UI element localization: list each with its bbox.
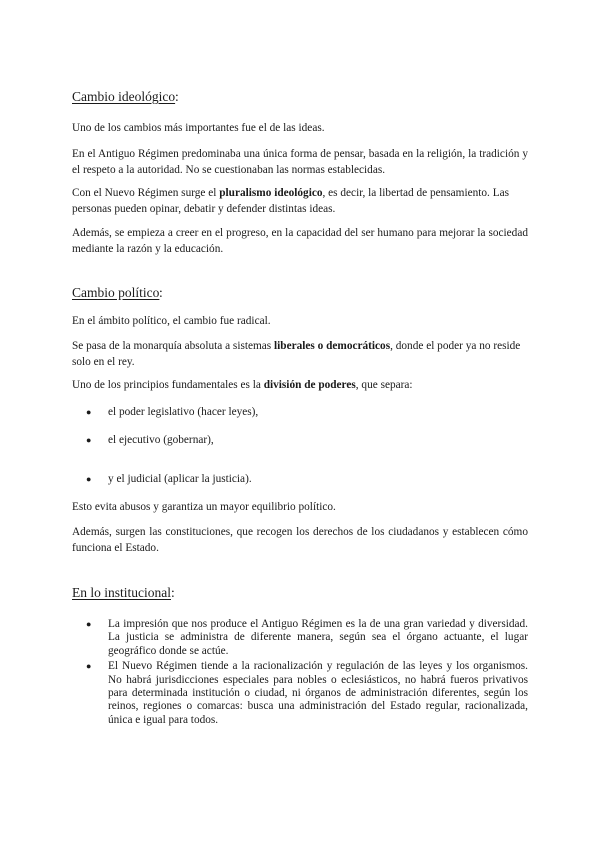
heading-colon: : — [175, 89, 179, 104]
paragraph-text: Se pasa de la monarquía absoluta a sistemas — [72, 340, 275, 352]
paragraph-text: Uno de los principios fundamentales es la — [72, 379, 264, 391]
paragraph-text: Además, surgen las constituciones, que recogen los derechos de los ciudadanos y establecen cómo funciona el Estado. — [72, 526, 528, 554]
paragraph: Uno de los cambios más importantes fue el de las ideas. — [72, 122, 325, 134]
paragraph-text: Además, se empieza a creer en el progreso, en la capacidad del ser humano para mejorar la sociedad mediante la razón y la educación. — [72, 227, 528, 255]
paragraph: En el ámbito político, el cambio fue radical. — [72, 315, 271, 327]
heading-cambio-politico — [72, 285, 159, 301]
paragraph — [72, 339, 528, 370]
paragraph — [72, 186, 528, 217]
paragraph — [72, 378, 528, 394]
heading-text: Cambio político — [72, 285, 160, 300]
paragraph — [72, 147, 528, 178]
list-item — [72, 618, 528, 658]
heading-colon: : — [159, 285, 163, 300]
list-item-text: el ejecutivo (gobernar), — [108, 434, 214, 446]
bullet-icon: ● — [86, 474, 92, 484]
bold-term: pluralismo ideológico — [219, 187, 323, 199]
bullet-icon: ● — [86, 661, 92, 672]
bold-term: división de poderes — [263, 379, 356, 391]
paragraph-text: En el Antiguo Régimen predominaba una única forma de pensar, basada en la religión, la tradición y el respeto a la autoridad. No se cuestionaban las normas establecidas. — [72, 148, 528, 176]
paragraph-text: , donde el poder ya no reside solo en el rey. — [72, 340, 521, 368]
list-item — [72, 660, 528, 727]
heading-text: Cambio ideológico — [72, 89, 176, 104]
paragraph — [72, 226, 528, 257]
paragraph — [72, 525, 528, 556]
heading-cambio-ideologico — [72, 89, 175, 105]
bold-term: liberales o democráticos — [274, 340, 391, 352]
list-item-text: el poder legislativo (hacer leyes), — [108, 406, 259, 418]
paragraph-text: , es decir, la libertad de pensamiento. Las personas pueden opinar, debatir y defender distintas ideas. — [72, 187, 510, 215]
bullet-icon: ● — [86, 407, 92, 417]
bullet-icon: ● — [86, 435, 92, 445]
list-item-text: La impresión que nos produce el Antiguo Régimen es la de una gran variedad y diversidad. La justicia se administra de diferente manera, según sea el órgano actuante, el lugar geográfico donde se actúe. — [108, 618, 528, 657]
heading-colon: : — [171, 585, 175, 600]
bullet-icon: ● — [86, 619, 92, 629]
list-item-text: El Nuevo Régimen tiende a la racionalización y regulación de las leyes y los organismos. No habrá jurisdicciones especiales para nobles o eclesiásticos, no habrá fueros privativos para determinada institución o ciudad, ni órganos de administración diferentes, según los reinos, regiones o comarcas: busca una administración del Estado regular, racionalizada, única e igual para todos. — [108, 660, 528, 726]
heading-institucional — [72, 585, 171, 601]
paragraph: Esto evita abusos y garantiza un mayor equilibrio político. — [72, 501, 336, 513]
list-item-text: y el judicial (aplicar la justicia). — [108, 473, 252, 485]
paragraph-text: Con el Nuevo Régimen surge el — [72, 187, 220, 199]
paragraph-text: , que separa: — [355, 379, 413, 391]
institutional-list — [72, 618, 528, 727]
heading-text: En lo institucional — [72, 585, 171, 600]
